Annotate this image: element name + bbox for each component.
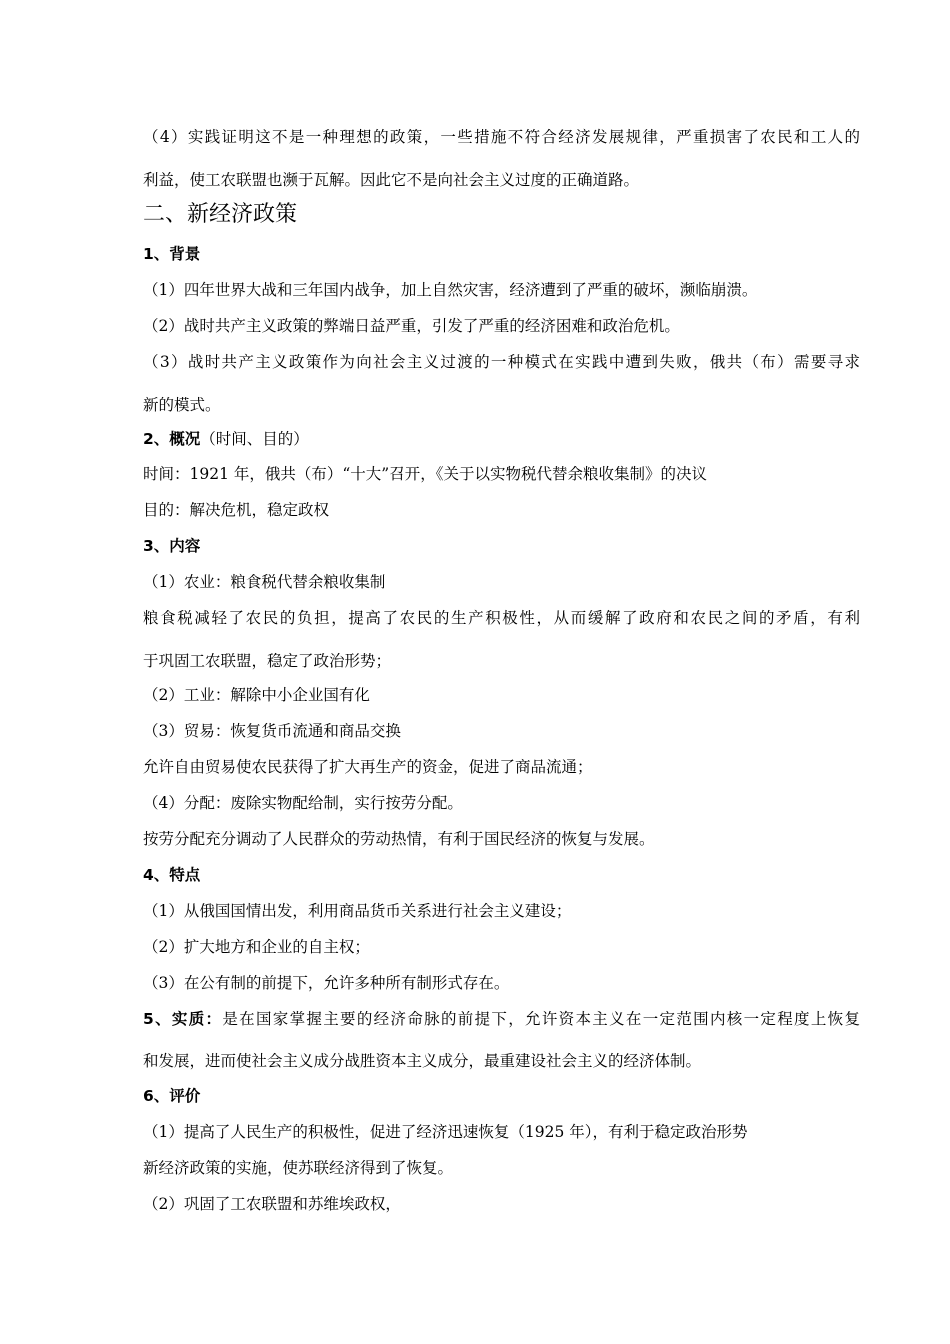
paragraph-line: （2）战时共产主义政策的弊端日益严重，引发了严重的经济困难和政治危机。 [143,317,680,335]
subsection-heading: 3、内容 [143,537,201,555]
paragraph-line: （1）农业：粮食税代替余粮收集制 [143,573,386,591]
paragraph-text: 是在国家掌握主要的经济命脉的前提下，允许资本主义在一定范围内核一定程度上恢复 [222,1010,860,1028]
heading-note: （时间、目的） [200,430,309,448]
paragraph-line: （4）实践证明这不是一种理想的政策，一些措施不符合经济发展规律，严重损害了农民和工人的 [143,128,860,146]
paragraph-line: （3）在公有制的前提下，允许多种所有制形式存在。 [143,974,510,992]
paragraph-line: 于巩固工农联盟，稳定了政治形势； [143,652,392,670]
paragraph-line: 粮食税减轻了农民的负担，提高了农民的生产积极性，从而缓解了政府和农民之间的矛盾，有利 [143,609,860,627]
paragraph-line: （2）扩大地方和企业的自主权； [143,938,370,956]
paragraph-line: 利益，使工农联盟也濒于瓦解。因此它不是向社会主义过度的正确道路。 [143,171,640,189]
paragraph-line: 和发展，进而使社会主义成分战胜资本主义成分，最重建设社会主义的经济体制。 [143,1052,702,1070]
paragraph-line [143,1008,860,1030]
paragraph-line: （1）四年世界大战和三年国内战争，加上自然灾害，经济遭到了严重的破坏，濒临崩溃。 [143,281,758,299]
paragraph-line: （3）贸易：恢复货币流通和商品交换 [143,722,401,740]
subsection-heading: 6、评价 [143,1087,201,1105]
paragraph-line: 时间：1921 年，俄共（布）“十大”召开，《关于以实物税代替余粮收集制》的决议 [143,465,707,483]
subsection-heading: 4、特点 [143,866,201,884]
paragraph-line: （2）工业：解除中小企业国有化 [143,686,370,704]
paragraph-line: （4）分配：废除实物配给制，实行按劳分配。 [143,794,463,812]
paragraph-line: 新经济政策的实施，使苏联经济得到了恢复。 [143,1159,454,1177]
subsection-heading: 5、实质： [143,1010,223,1028]
subsection-heading-row [143,428,860,450]
paragraph-line: （1）从俄国国情出发，利用商品货币关系进行社会主义建设； [143,902,572,920]
paragraph-line: （2）巩固了工农联盟和苏维埃政权， [143,1195,401,1213]
paragraph-line: （1）提高了人民生产的积极性，促进了经济迅速恢复（1925 年），有利于稳定政治形势 [143,1123,748,1141]
subsection-heading: 1、背景 [143,245,201,263]
paragraph-line: 目的：解决危机，稳定政权 [143,501,330,519]
subsection-heading: 2、概况 [143,430,201,448]
section-title: 二、新经济政策 [143,202,298,227]
paragraph-line: 允许自由贸易使农民获得了扩大再生产的资金，促进了商品流通； [143,758,593,776]
paragraph-line: 新的模式。 [143,396,221,414]
paragraph-line: 按劳分配充分调动了人民群众的劳动热情，有利于国民经济的恢复与发展。 [143,830,655,848]
paragraph-line: （3）战时共产主义政策作为向社会主义过渡的一种模式在实践中遭到失败，俄共（布）需要寻求 [143,353,860,371]
